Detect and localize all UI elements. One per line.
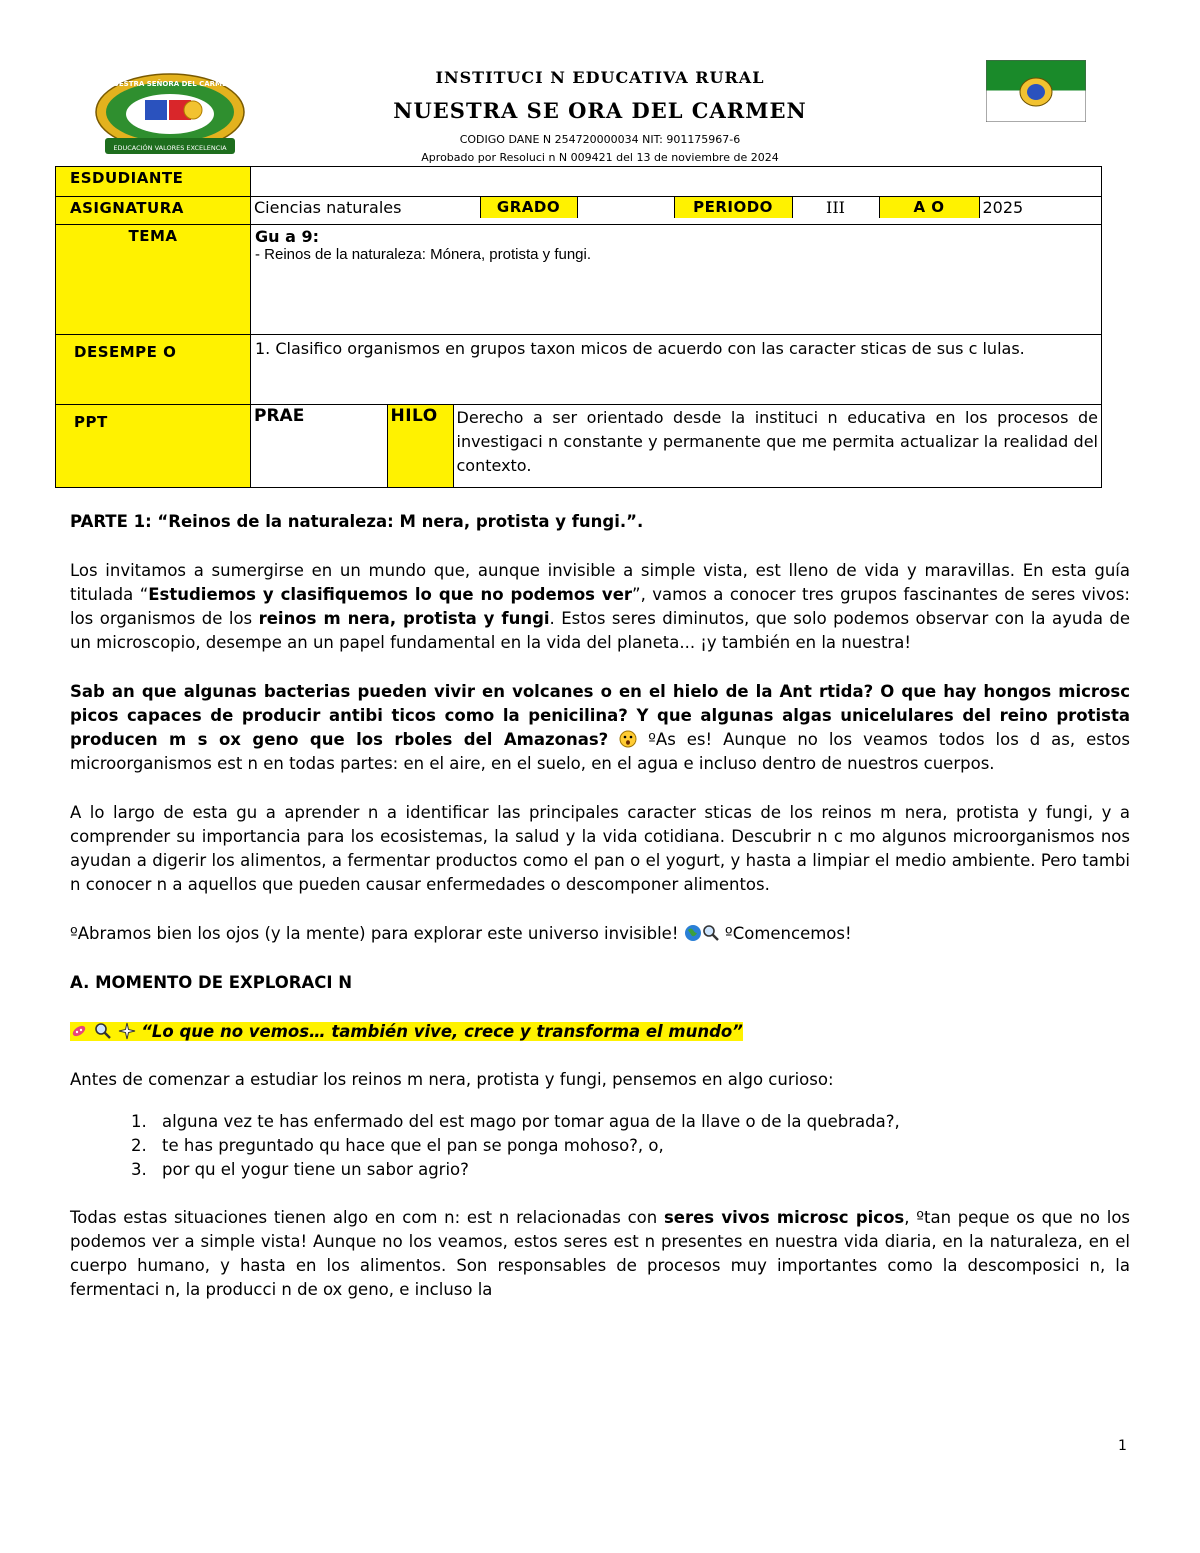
thread-label: HILO xyxy=(387,405,453,487)
magnifier-icon xyxy=(94,1022,112,1040)
subject-value: Ciencias naturales xyxy=(251,197,480,218)
topic-cell xyxy=(251,225,1102,335)
document-header xyxy=(0,0,1200,170)
institution-flag xyxy=(986,60,1086,122)
subject-row xyxy=(251,197,1101,218)
list-item: 3. por qu el yogur tiene un sabor agrio? xyxy=(152,1158,1130,1182)
slogan-line: “Lo que no vemos… también vive, crece y transforma el mundo” xyxy=(70,1020,1130,1044)
logo-arc-text: NUESTRA SEÑORA DEL CARMEN xyxy=(107,80,233,88)
institution-name: NUESTRA SE ORA DEL CARMEN xyxy=(393,98,807,123)
student-label: ESDUDIANTE xyxy=(56,167,251,197)
microorganisms-paragraph: Todas estas situaciones tienen algo en com n: est n relacionadas con seres vivos microsc picos, ºtan peque os que no los podemos ver a simple vista! Aunque no los veamos, estos seres est n presentes en nuestra vida diaria, en la naturaleza, en el cuerpo humano, y hasta en los alimentos. Son responsables de procesos muy importantes como la descomposici n, la fermentaci n, la producci n de ox geno, e incluso la xyxy=(70,1208,1131,1299)
objectives-paragraph: A lo largo de esta gu a aprender n a identificar las principales caracter sticas de los reinos m nera, protista y fungi, y a comprender su importancia para los ecosistemas, la salud y la vida cotidiana. Descubrir n c mo algunos microorganismos nos ayudan a digerir los alimentos, a fermentar productos como el pan o el yogurt, y hasta a limpiar el medio ambiente. Pero tambi n conocer n a aquellos que pueden causar enfermedades o descomponer alimentos. xyxy=(70,803,1130,894)
year-value: 2025 xyxy=(982,198,1024,217)
grade-label: GRADO xyxy=(480,197,577,218)
grade-field[interactable] xyxy=(577,197,674,218)
microbe-icon xyxy=(70,1022,88,1040)
thread-value: Derecho a ser orientado desde la instituci n educativa en los procesos de investigaci n constante y permanente que me permita actualizar la realidad del contexto. xyxy=(456,408,1098,475)
topic-label: TEMA xyxy=(56,225,251,335)
institution-type: INSTITUCI N EDUCATIVA RURAL xyxy=(435,68,765,87)
performance-label: DESEMPE O xyxy=(56,335,251,405)
list-item: 2. te has preguntado qu hace que el pan se ponga mohoso?, o, xyxy=(152,1134,1130,1158)
subject-label: ASIGNATURA xyxy=(56,197,251,225)
resolution-text: Aprobado por Resoluci n N 009421 del 13 de noviembre de 2024 xyxy=(421,151,779,164)
student-info-table xyxy=(55,166,1102,488)
period-label: PERIODO xyxy=(674,197,792,218)
dane-code: CODIGO DANE N 254720000034 NIT: 901175967-6 xyxy=(459,133,741,146)
section-exploration-title: A. MOMENTO DE EXPLORACI N xyxy=(70,973,353,992)
intro-paragraph: Los invitamos a sumergirse en un mundo que, aunque invisible a simple vista, est lleno de vida y maravillas. En esta guía titulada “Estudiemos y clasifiquemos lo que no podemos ver”, vamos a conocer tres grupos fascinantes de seres vivos: los organismos de los reinos m nera, protista y fungi. Estos seres diminutos, que solo podemos observar con la ayuda de un microscopio, desempe an un papel fundamental en la vida del planeta... ¡y también en la nuestra! xyxy=(70,561,1131,652)
performance-value: 1. Clasifico organismos en grupos taxon micos de acuerdo con las caracter sticas de sus c lulas. xyxy=(251,335,1102,405)
globe-icon xyxy=(684,924,702,942)
page-number: 1 xyxy=(1118,1438,1127,1454)
year-label: A O xyxy=(879,197,979,218)
list-item: 1. alguna vez te has enfermado del est mago por tomar agua de la llave o de la quebrada?, xyxy=(152,1110,1130,1134)
question-intro: Antes de comenzar a estudiar los reinos m nera, protista y fungi, pensemos en algo curioso: xyxy=(70,1070,834,1089)
student-field[interactable] xyxy=(251,167,1102,197)
main-content xyxy=(70,510,1130,1327)
topic-guide: Gu a 9: xyxy=(255,227,319,246)
part-title: PARTE 1: “Reinos de la naturaleza: M nera, protista y fungi.”. xyxy=(70,512,644,531)
topic-text: - Reinos de la naturaleza: Mónera, protista y fungi. xyxy=(255,246,592,263)
period-value: III xyxy=(792,197,879,218)
sparkles-icon xyxy=(118,1022,136,1040)
ppt-row xyxy=(251,405,1101,487)
curiosity-paragraph: Sab an que algunas bacterias pueden vivir en volcanes o en el hielo de la Ant rtida? O que hay hongos microsc picos capaces de producir antibi ticos como la penicilina? Y que algunas algas unicelulares del reino protista producen m s ox geno que los rboles del Amazonas? ºAs es! Aunque no los veamos todos los d as, estos microorganismos est n en todas partes: en el aire, en el suelo, en el agua e incluso dentro de nuestros cuerpos. xyxy=(70,682,1130,773)
ppt-label: PPT xyxy=(56,405,251,488)
logo-bottom-text: EDUCACIÓN VALORES EXCELENCIA xyxy=(113,144,227,152)
invitation-paragraph: ºAbramos bien los ojos (y la mente) para explorar este universo invisible! ºComencemos! xyxy=(70,924,852,943)
magnifier-icon xyxy=(702,924,720,942)
ppt-value: PRAE xyxy=(251,405,387,487)
astonished-face-icon xyxy=(619,730,637,748)
question-list xyxy=(70,1110,1130,1182)
